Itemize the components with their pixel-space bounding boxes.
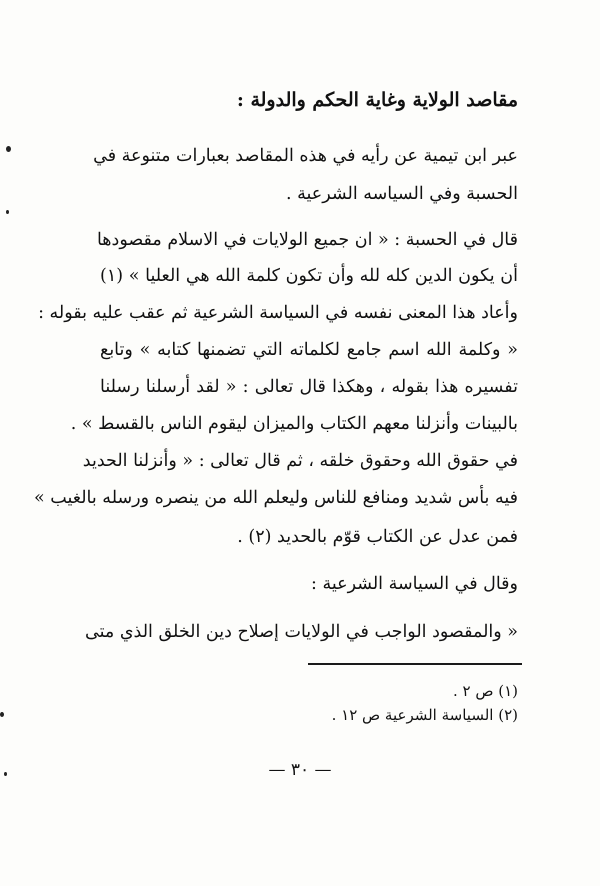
footnote: (١) ص ٢ .: [452, 682, 518, 700]
text-line: عبر ابن تيمية عن رأيه في هذه المقاصد بعبارات متنوعة في: [93, 146, 518, 166]
text-line: فيه بأس شديد ومنافع للناس وليعلم الله من ينصره ورسله بالغيب »: [34, 488, 518, 508]
page-number: — ٣٠ —: [268, 760, 332, 780]
margin-ink-mark: [6, 146, 11, 152]
text-line: فمن عدل عن الكتاب قوّم بالحديد (٢) .: [237, 527, 518, 547]
text-line: وأعاد هذا المعنى نفسه في السياسة الشرعية ثم عقب عليه بقوله :: [38, 303, 518, 323]
text-line: تفسيره هذا بقوله ، وهكذا قال تعالى : « لقد أرسلنا رسلنا: [100, 377, 518, 397]
text-line: في حقوق الله وحقوق خلقه ، ثم قال تعالى : « وأنزلنا الحديد: [82, 451, 518, 471]
footnote-separator: [308, 663, 522, 665]
text-line: بالبينات وأنزلنا معهم الكتاب والميزان ليقوم الناس بالقسط » .: [70, 414, 518, 434]
text-line: « والمقصود الواجب في الولايات إصلاح دين الخلق الذي متى: [85, 622, 518, 642]
footnote: (٢) السياسة الشرعية ص ١٢ .: [331, 706, 518, 724]
text-line: قال في الحسبة : « ان جميع الولايات في الاسلام مقصودها: [96, 230, 518, 250]
text-line: الحسبة وفي السياسه الشرعية .: [285, 184, 518, 204]
text-line: « وكلمة الله اسم جامع لكلماته التي تضمنها كتابه » وتابع: [100, 340, 518, 360]
margin-ink-mark: [0, 712, 4, 717]
margin-ink-mark: [6, 210, 9, 214]
section-heading: مقاصد الولاية وغاية الحكم والدولة :: [236, 89, 518, 111]
text-line: أن يكون الدين كله لله وأن تكون كلمة الله هي العليا » (١): [100, 266, 518, 286]
text-line: وقال في السياسة الشرعية :: [311, 574, 518, 594]
